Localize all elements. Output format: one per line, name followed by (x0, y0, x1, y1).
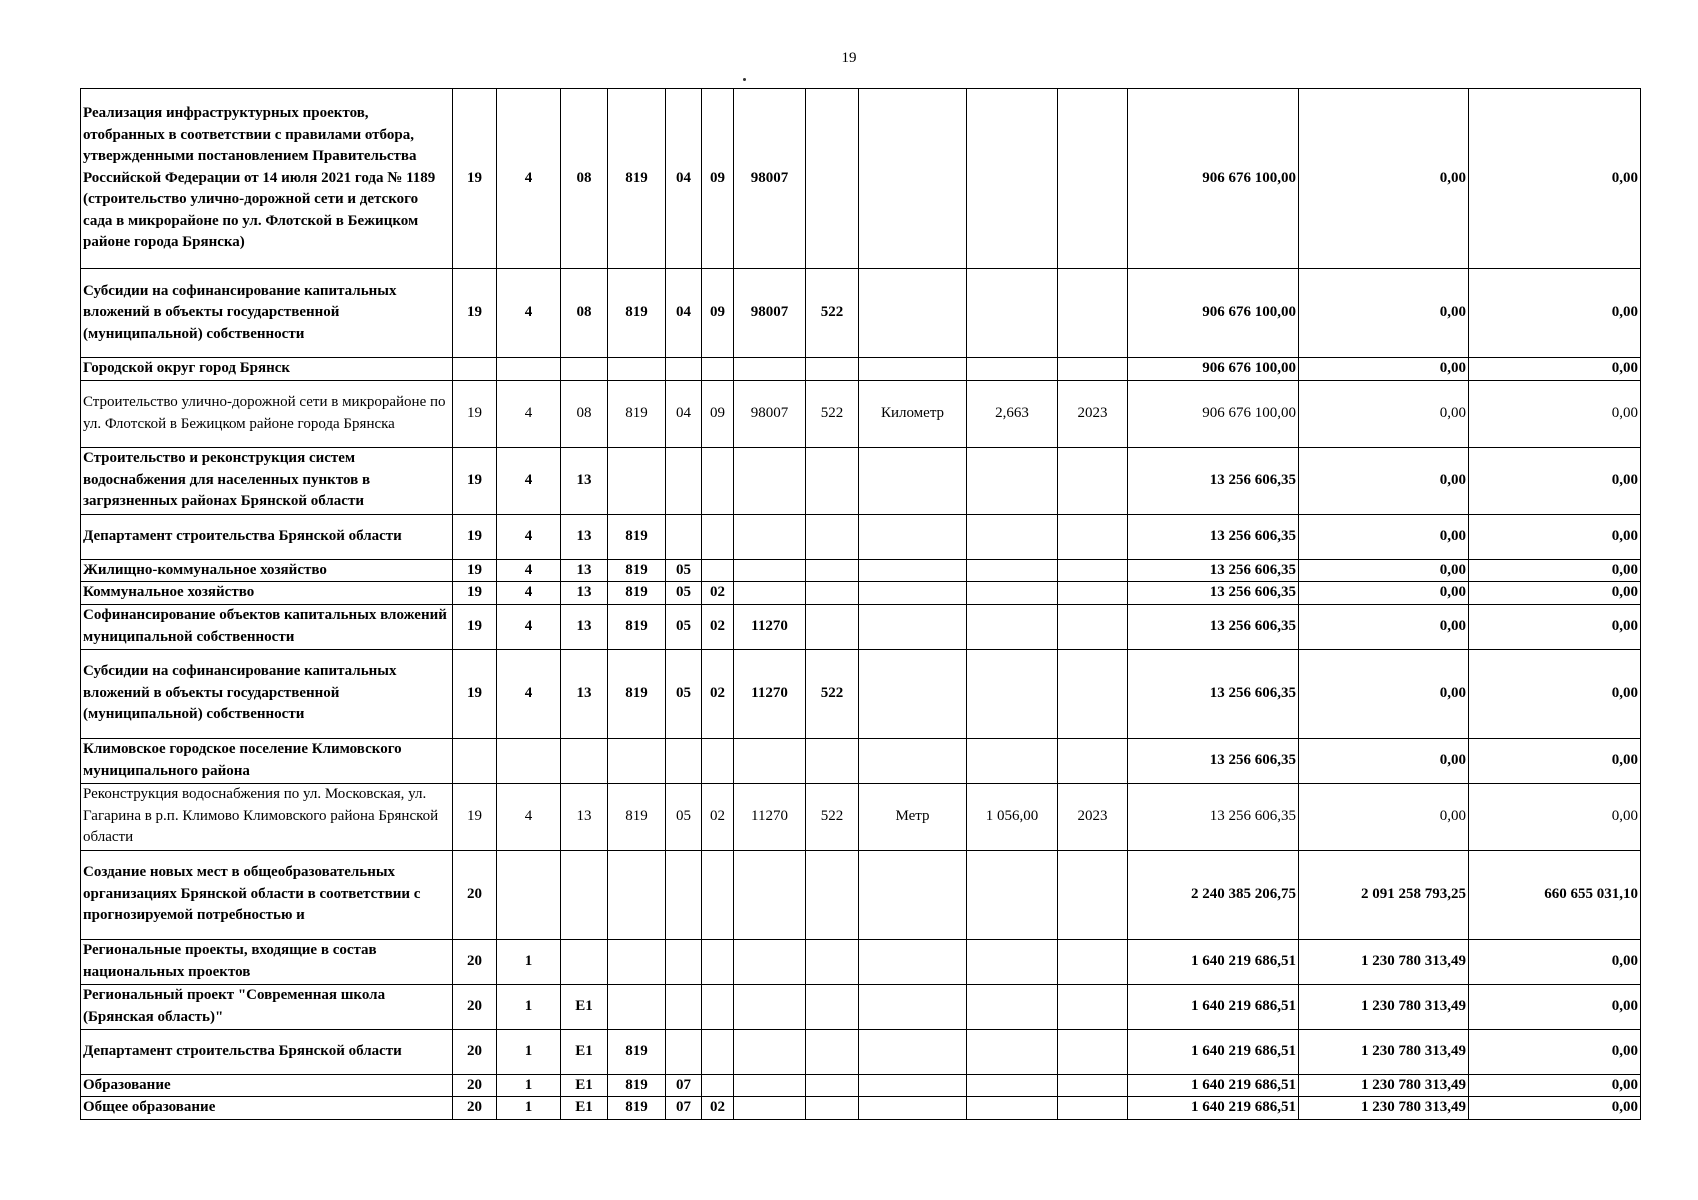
cell-sum-2024: 1 230 780 313,49 (1299, 1029, 1469, 1074)
cell-code-gov: 819 (608, 649, 666, 738)
cell-year (1058, 89, 1128, 269)
table-row (81, 738, 1641, 783)
cell-code-gov (608, 447, 666, 514)
cell-year (1058, 447, 1128, 514)
cell-code-section: 04 (666, 269, 702, 358)
cell-sum-2023: 906 676 100,00 (1128, 89, 1299, 269)
cell-row-name: Реализация инфраструктурных проектов, отобранных в соответствии с правилами отбора, утвержденными постановлением Правительства Российской Федерации от 14 июля 2021 года № 1189 (строительство улично-дорожной сети и детского сада в микрорайоне по ул. Флотской в Бежицком районе города Брянска) (81, 89, 453, 269)
cell-code-3: 08 (561, 89, 608, 269)
cell-sum-2025: 0,00 (1469, 559, 1641, 582)
cell-unit-measure (859, 1029, 967, 1074)
table-row (81, 380, 1641, 447)
cell-code-gov (608, 850, 666, 939)
cell-sum-2024: 2 091 258 793,25 (1299, 850, 1469, 939)
cell-sum-2025: 0,00 (1469, 738, 1641, 783)
cell-year (1058, 738, 1128, 783)
cell-code-1: 19 (453, 89, 497, 269)
cell-code-subsection (702, 1029, 734, 1074)
cell-sum-2024: 0,00 (1299, 604, 1469, 649)
cell-code-subsection (702, 1074, 734, 1097)
cell-code-type: 522 (806, 269, 859, 358)
cell-code-3: E1 (561, 984, 608, 1029)
cell-sum-2025: 0,00 (1469, 89, 1641, 269)
cell-sum-2025: 0,00 (1469, 1097, 1641, 1120)
cell-year (1058, 1074, 1128, 1097)
cell-row-name: Департамент строительства Брянской области (81, 1029, 453, 1074)
cell-code-1: 20 (453, 984, 497, 1029)
cell-code-type: 522 (806, 649, 859, 738)
cell-code-3: 13 (561, 783, 608, 850)
cell-code-section (666, 939, 702, 984)
cell-unit-measure (859, 604, 967, 649)
cell-year (1058, 582, 1128, 605)
cell-quantity (967, 1029, 1058, 1074)
cell-quantity (967, 514, 1058, 559)
cell-year (1058, 1097, 1128, 1120)
cell-code-subsection: 02 (702, 783, 734, 850)
cell-code-1: 20 (453, 939, 497, 984)
cell-unit-measure (859, 1074, 967, 1097)
cell-code-subsection: 09 (702, 380, 734, 447)
cell-code-3: 13 (561, 514, 608, 559)
cell-code-type (806, 89, 859, 269)
cell-code-gov: 819 (608, 783, 666, 850)
cell-row-name: Городской округ город Брянск (81, 358, 453, 381)
cell-code-gov: 819 (608, 559, 666, 582)
cell-code-section (666, 514, 702, 559)
cell-quantity (967, 984, 1058, 1029)
cell-row-name: Образование (81, 1074, 453, 1097)
cell-code-1: 19 (453, 269, 497, 358)
cell-sum-2025: 0,00 (1469, 783, 1641, 850)
cell-code-target (734, 850, 806, 939)
cell-sum-2023: 13 256 606,35 (1128, 447, 1299, 514)
cell-sum-2025: 660 655 031,10 (1469, 850, 1641, 939)
table-row (81, 604, 1641, 649)
cell-code-3: 13 (561, 447, 608, 514)
cell-code-section (666, 850, 702, 939)
cell-quantity: 1 056,00 (967, 783, 1058, 850)
cell-code-section: 04 (666, 380, 702, 447)
cell-code-3 (561, 738, 608, 783)
cell-sum-2025: 0,00 (1469, 269, 1641, 358)
cell-code-section: 07 (666, 1097, 702, 1120)
cell-code-1: 19 (453, 447, 497, 514)
cell-quantity (967, 447, 1058, 514)
cell-sum-2025: 0,00 (1469, 939, 1641, 984)
cell-quantity (967, 1097, 1058, 1120)
cell-code-type (806, 514, 859, 559)
cell-code-gov (608, 738, 666, 783)
cell-code-gov (608, 358, 666, 381)
table-row (81, 649, 1641, 738)
cell-code-type: 522 (806, 783, 859, 850)
cell-code-target (734, 1097, 806, 1120)
table-row (81, 984, 1641, 1029)
cell-sum-2025: 0,00 (1469, 514, 1641, 559)
cell-code-gov: 819 (608, 1029, 666, 1074)
cell-code-1: 19 (453, 380, 497, 447)
cell-code-1 (453, 738, 497, 783)
cell-code-section: 05 (666, 582, 702, 605)
cell-code-section (666, 358, 702, 381)
cell-unit-measure (859, 358, 967, 381)
cell-code-1: 19 (453, 649, 497, 738)
cell-code-2: 4 (497, 582, 561, 605)
table-row (81, 89, 1641, 269)
cell-sum-2024: 0,00 (1299, 582, 1469, 605)
cell-sum-2023: 13 256 606,35 (1128, 559, 1299, 582)
cell-quantity (967, 582, 1058, 605)
cell-sum-2023: 13 256 606,35 (1128, 649, 1299, 738)
cell-code-type (806, 1074, 859, 1097)
cell-row-name: Департамент строительства Брянской области (81, 514, 453, 559)
cell-quantity (967, 358, 1058, 381)
cell-unit-measure (859, 514, 967, 559)
cell-quantity (967, 269, 1058, 358)
cell-sum-2024: 0,00 (1299, 447, 1469, 514)
cell-year (1058, 269, 1128, 358)
cell-code-1: 19 (453, 582, 497, 605)
cell-sum-2023: 1 640 219 686,51 (1128, 1074, 1299, 1097)
cell-unit-measure (859, 447, 967, 514)
table-row (81, 358, 1641, 381)
cell-code-type (806, 582, 859, 605)
table-body (81, 89, 1641, 1120)
cell-code-2: 1 (497, 939, 561, 984)
cell-code-subsection: 09 (702, 269, 734, 358)
page-number: 19 (841, 50, 857, 66)
cell-year (1058, 604, 1128, 649)
cell-sum-2024: 0,00 (1299, 89, 1469, 269)
cell-code-type (806, 939, 859, 984)
cell-unit-measure: Метр (859, 783, 967, 850)
cell-year (1058, 514, 1128, 559)
cell-sum-2025: 0,00 (1469, 984, 1641, 1029)
cell-code-subsection (702, 447, 734, 514)
cell-code-3: E1 (561, 1074, 608, 1097)
cell-quantity (967, 559, 1058, 582)
cell-sum-2025: 0,00 (1469, 380, 1641, 447)
cell-sum-2025: 0,00 (1469, 358, 1641, 381)
cell-code-target: 98007 (734, 269, 806, 358)
cell-year (1058, 984, 1128, 1029)
cell-code-1: 20 (453, 1097, 497, 1120)
cell-row-name: Софинансирование объектов капитальных вложений муниципальной собственности (81, 604, 453, 649)
scan-speck (743, 78, 746, 81)
cell-code-type (806, 604, 859, 649)
cell-code-target (734, 1074, 806, 1097)
cell-code-2 (497, 850, 561, 939)
cell-sum-2025: 0,00 (1469, 582, 1641, 605)
cell-code-target (734, 358, 806, 381)
cell-code-type (806, 1097, 859, 1120)
cell-sum-2024: 0,00 (1299, 269, 1469, 358)
cell-code-2: 4 (497, 649, 561, 738)
cell-code-3 (561, 939, 608, 984)
cell-code-subsection (702, 984, 734, 1029)
cell-code-gov: 819 (608, 380, 666, 447)
cell-code-2: 1 (497, 984, 561, 1029)
cell-code-2: 4 (497, 269, 561, 358)
table-row (81, 783, 1641, 850)
cell-code-3: 13 (561, 559, 608, 582)
cell-row-name: Реконструкция водоснабжения по ул. Московская, ул. Гагарина в р.п. Климово Климовского района Брянской области (81, 783, 453, 850)
cell-row-name: Жилищно-коммунальное хозяйство (81, 559, 453, 582)
cell-sum-2023: 13 256 606,35 (1128, 783, 1299, 850)
budget-table (80, 88, 1641, 1120)
cell-code-target: 98007 (734, 380, 806, 447)
table-row (81, 559, 1641, 582)
cell-code-2 (497, 738, 561, 783)
cell-code-1: 20 (453, 1029, 497, 1074)
cell-code-target (734, 559, 806, 582)
cell-quantity (967, 738, 1058, 783)
cell-code-3 (561, 358, 608, 381)
cell-sum-2023: 13 256 606,35 (1128, 604, 1299, 649)
cell-code-target: 11270 (734, 649, 806, 738)
cell-code-target: 11270 (734, 783, 806, 850)
cell-code-section (666, 447, 702, 514)
cell-year (1058, 649, 1128, 738)
cell-code-2: 4 (497, 447, 561, 514)
cell-quantity (967, 604, 1058, 649)
cell-code-2: 1 (497, 1074, 561, 1097)
cell-sum-2025: 0,00 (1469, 1074, 1641, 1097)
cell-sum-2023: 1 640 219 686,51 (1128, 939, 1299, 984)
cell-sum-2023: 906 676 100,00 (1128, 358, 1299, 381)
cell-code-1: 19 (453, 783, 497, 850)
cell-code-type (806, 447, 859, 514)
cell-code-type (806, 1029, 859, 1074)
cell-row-name: Строительство и реконструкция систем водоснабжения для населенных пунктов в загрязненных районах Брянской области (81, 447, 453, 514)
cell-code-section: 05 (666, 649, 702, 738)
cell-code-target (734, 738, 806, 783)
cell-sum-2025: 0,00 (1469, 1029, 1641, 1074)
cell-code-section (666, 984, 702, 1029)
cell-code-target (734, 447, 806, 514)
cell-unit-measure (859, 89, 967, 269)
cell-code-gov (608, 984, 666, 1029)
cell-code-target: 98007 (734, 89, 806, 269)
cell-code-target (734, 1029, 806, 1074)
cell-code-subsection: 02 (702, 604, 734, 649)
cell-sum-2023: 13 256 606,35 (1128, 582, 1299, 605)
cell-code-2: 1 (497, 1097, 561, 1120)
cell-code-2: 4 (497, 783, 561, 850)
cell-code-subsection: 09 (702, 89, 734, 269)
table-row (81, 269, 1641, 358)
cell-code-gov: 819 (608, 89, 666, 269)
cell-code-gov: 819 (608, 1074, 666, 1097)
cell-code-subsection (702, 738, 734, 783)
cell-row-name: Субсидии на софинансирование капитальных вложений в объекты государственной (муниципальной) собственности (81, 649, 453, 738)
cell-code-target (734, 582, 806, 605)
cell-unit-measure (859, 1097, 967, 1120)
cell-code-1: 19 (453, 559, 497, 582)
cell-code-section: 07 (666, 1074, 702, 1097)
cell-quantity (967, 89, 1058, 269)
cell-code-gov: 819 (608, 1097, 666, 1120)
cell-code-subsection: 02 (702, 582, 734, 605)
cell-code-target (734, 984, 806, 1029)
cell-code-section: 04 (666, 89, 702, 269)
cell-row-name: Субсидии на софинансирование капитальных вложений в объекты государственной (муниципальной) собственности (81, 269, 453, 358)
cell-row-name: Коммунальное хозяйство (81, 582, 453, 605)
cell-code-2: 4 (497, 89, 561, 269)
cell-code-1 (453, 358, 497, 381)
cell-row-name: Создание новых мест в общеобразовательных организациях Брянской области в соответствии с прогнозируемой потребностью и (81, 850, 453, 939)
cell-quantity (967, 649, 1058, 738)
cell-code-2: 1 (497, 1029, 561, 1074)
cell-unit-measure (859, 850, 967, 939)
cell-code-3: 13 (561, 649, 608, 738)
cell-unit-measure (859, 984, 967, 1029)
cell-quantity (967, 1074, 1058, 1097)
cell-code-gov: 819 (608, 582, 666, 605)
cell-code-gov: 819 (608, 604, 666, 649)
cell-code-gov (608, 939, 666, 984)
cell-sum-2024: 0,00 (1299, 514, 1469, 559)
cell-code-target (734, 939, 806, 984)
cell-code-subsection: 02 (702, 649, 734, 738)
cell-sum-2024: 1 230 780 313,49 (1299, 939, 1469, 984)
cell-code-1: 19 (453, 514, 497, 559)
cell-year (1058, 358, 1128, 381)
cell-code-section: 05 (666, 783, 702, 850)
cell-sum-2023: 906 676 100,00 (1128, 269, 1299, 358)
cell-row-name: Региональные проекты, входящие в состав национальных проектов (81, 939, 453, 984)
cell-sum-2023: 1 640 219 686,51 (1128, 984, 1299, 1029)
cell-code-3 (561, 850, 608, 939)
cell-unit-measure (859, 649, 967, 738)
cell-sum-2023: 906 676 100,00 (1128, 380, 1299, 447)
cell-row-name: Строительство улично-дорожной сети в микрорайоне по ул. Флотской в Бежицком районе города Брянска (81, 380, 453, 447)
cell-code-2: 4 (497, 514, 561, 559)
cell-sum-2024: 1 230 780 313,49 (1299, 984, 1469, 1029)
cell-row-name: Региональный проект "Современная школа (Брянская область)" (81, 984, 453, 1029)
cell-code-subsection: 02 (702, 1097, 734, 1120)
cell-code-subsection (702, 559, 734, 582)
cell-code-section: 05 (666, 604, 702, 649)
cell-code-3: 08 (561, 380, 608, 447)
table-row (81, 939, 1641, 984)
cell-sum-2024: 0,00 (1299, 649, 1469, 738)
cell-sum-2023: 1 640 219 686,51 (1128, 1097, 1299, 1120)
cell-row-name: Климовское городское поселение Климовского муниципального района (81, 738, 453, 783)
cell-code-subsection (702, 850, 734, 939)
cell-code-type (806, 358, 859, 381)
cell-sum-2025: 0,00 (1469, 447, 1641, 514)
cell-unit-measure (859, 269, 967, 358)
cell-unit-measure (859, 559, 967, 582)
cell-unit-measure (859, 582, 967, 605)
cell-code-subsection (702, 358, 734, 381)
table-row (81, 514, 1641, 559)
cell-code-2: 4 (497, 380, 561, 447)
cell-sum-2023: 13 256 606,35 (1128, 738, 1299, 783)
cell-code-1: 20 (453, 850, 497, 939)
cell-unit-measure (859, 738, 967, 783)
cell-code-subsection (702, 939, 734, 984)
cell-year: 2023 (1058, 380, 1128, 447)
cell-code-type (806, 984, 859, 1029)
cell-code-section (666, 1029, 702, 1074)
cell-sum-2024: 1 230 780 313,49 (1299, 1074, 1469, 1097)
cell-year: 2023 (1058, 783, 1128, 850)
cell-code-type (806, 738, 859, 783)
cell-code-target: 11270 (734, 604, 806, 649)
cell-code-3: 08 (561, 269, 608, 358)
cell-sum-2023: 13 256 606,35 (1128, 514, 1299, 559)
cell-sum-2024: 0,00 (1299, 559, 1469, 582)
cell-sum-2024: 1 230 780 313,49 (1299, 1097, 1469, 1120)
cell-sum-2024: 0,00 (1299, 783, 1469, 850)
cell-quantity (967, 939, 1058, 984)
cell-year (1058, 1029, 1128, 1074)
table-row (81, 447, 1641, 514)
cell-code-section (666, 738, 702, 783)
cell-unit-measure (859, 939, 967, 984)
cell-code-type: 522 (806, 380, 859, 447)
cell-code-target (734, 514, 806, 559)
cell-quantity (967, 850, 1058, 939)
cell-code-1: 19 (453, 604, 497, 649)
cell-sum-2025: 0,00 (1469, 649, 1641, 738)
cell-code-3: E1 (561, 1029, 608, 1074)
cell-sum-2024: 0,00 (1299, 358, 1469, 381)
cell-code-2: 4 (497, 559, 561, 582)
cell-quantity: 2,663 (967, 380, 1058, 447)
cell-code-section: 05 (666, 559, 702, 582)
cell-code-type (806, 559, 859, 582)
cell-sum-2023: 2 240 385 206,75 (1128, 850, 1299, 939)
cell-year (1058, 850, 1128, 939)
cell-sum-2023: 1 640 219 686,51 (1128, 1029, 1299, 1074)
cell-code-2 (497, 358, 561, 381)
cell-row-name: Общее образование (81, 1097, 453, 1120)
cell-sum-2024: 0,00 (1299, 380, 1469, 447)
cell-year (1058, 939, 1128, 984)
cell-code-subsection (702, 514, 734, 559)
cell-sum-2024: 0,00 (1299, 738, 1469, 783)
cell-code-1: 20 (453, 1074, 497, 1097)
cell-code-type (806, 850, 859, 939)
table-row (81, 1097, 1641, 1120)
cell-code-gov: 819 (608, 514, 666, 559)
cell-code-3: E1 (561, 1097, 608, 1120)
table-row (81, 582, 1641, 605)
cell-year (1058, 559, 1128, 582)
table-row (81, 850, 1641, 939)
cell-code-gov: 819 (608, 269, 666, 358)
table-row (81, 1074, 1641, 1097)
cell-code-3: 13 (561, 604, 608, 649)
cell-code-2: 4 (497, 604, 561, 649)
cell-code-3: 13 (561, 582, 608, 605)
cell-sum-2025: 0,00 (1469, 604, 1641, 649)
cell-unit-measure: Километр (859, 380, 967, 447)
table-row (81, 1029, 1641, 1074)
